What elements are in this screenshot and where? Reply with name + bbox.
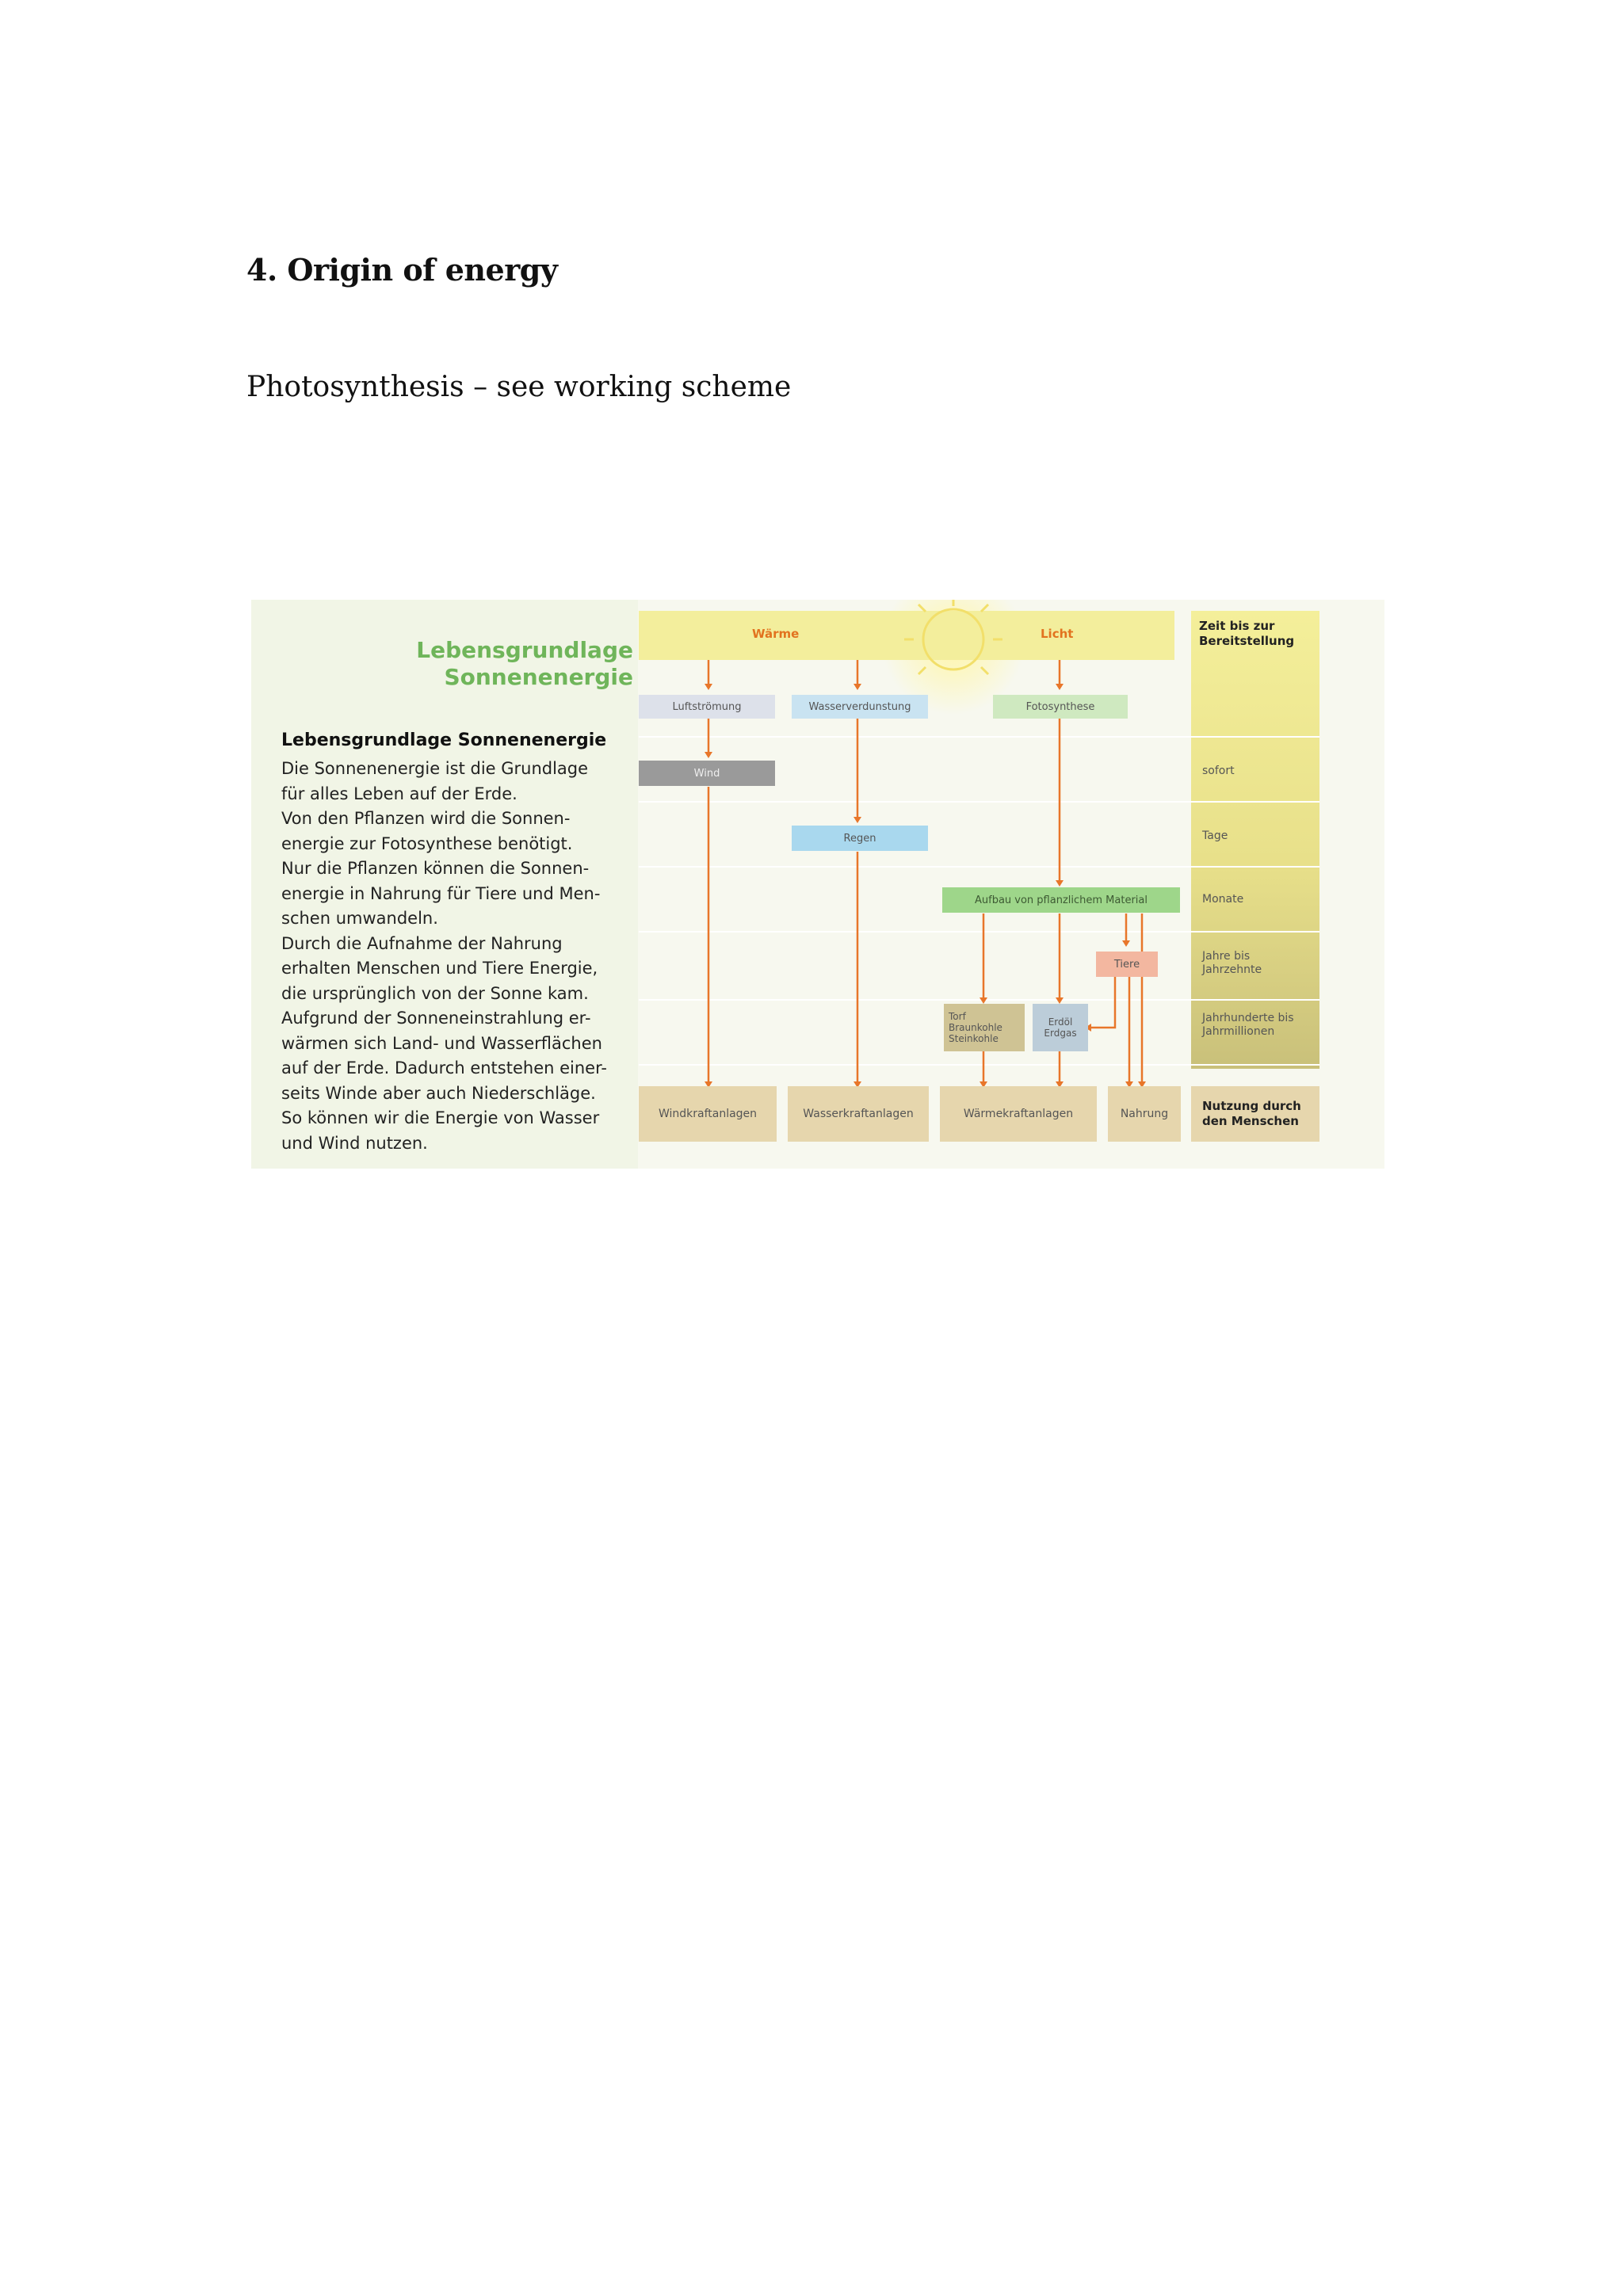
time-jahre: Jahre bis Jahrzehnte [1202, 950, 1262, 976]
box-tiere: Tiere [1096, 952, 1158, 977]
box-regen: Regen [792, 826, 928, 851]
text-line: seits Winde aber auch Niederschläge. [281, 1083, 596, 1103]
figure-text-body [281, 757, 607, 1156]
intro-text: Photosynthesis – see working scheme [246, 371, 792, 403]
box-wind: Wind [639, 761, 775, 786]
text-line: erhalten Menschen und Tiere Energie, [281, 959, 598, 978]
time-monate: Monate [1202, 893, 1244, 906]
text-line: energie in Nahrung für Tiere und Men- [281, 883, 601, 903]
box-fotosynthese: Fotosynthese [993, 695, 1128, 719]
text-line: und Wind nutzen. [281, 1133, 428, 1153]
figure-title-line1: Lebensgrundlage [416, 637, 633, 663]
text-line: auf der Erde. Dadurch entstehen einer- [281, 1058, 607, 1077]
box-erdoel-erdgas: Erdöl Erdgas [1033, 1004, 1088, 1051]
time-sofort: sofort [1202, 765, 1235, 777]
box-luftstroemung: Luftströmung [639, 695, 775, 719]
time-tage: Tage [1202, 830, 1228, 842]
page-heading: 4. Origin of energy [246, 252, 558, 288]
band-label-licht: Licht [1041, 627, 1074, 641]
text-line: Die Sonnenenergie ist die Grundlage [281, 759, 589, 778]
text-line: wärmen sich Land- und Wasserflächen [281, 1033, 602, 1053]
text-line: Von den Pflanzen wird die Sonnen- [281, 809, 571, 828]
box-aufbau: Aufbau von pflanzlichem Material [942, 887, 1180, 913]
time-column-header: Zeit bis zur Bereitstellung [1199, 619, 1295, 648]
figure-text-heading: Lebensgrundlage Sonnenenergie [281, 730, 607, 750]
use-windkraftanlagen: Windkraftanlagen [639, 1086, 777, 1142]
energy-diagram-figure [251, 600, 1384, 1169]
time-jahrhunderte: Jahrhunderte bis Jahrmillionen [1202, 1012, 1294, 1038]
use-wasserkraftanlagen: Wasserkraftanlagen [788, 1086, 929, 1142]
use-nahrung: Nahrung [1108, 1086, 1181, 1142]
text-line: die ursprünglich von der Sonne kam. [281, 983, 589, 1003]
text-line: So können wir die Energie von Wasser [281, 1108, 600, 1127]
text-line: Aufgrund der Sonneneinstrahlung er- [281, 1009, 591, 1028]
band-label-waerme: Wärme [752, 627, 800, 641]
text-line: Durch die Aufnahme der Nahrung [281, 933, 563, 953]
use-waermekraftanlagen: Wärmekraftanlagen [940, 1086, 1097, 1142]
use-nutzung-header: Nutzung durch den Menschen [1191, 1086, 1319, 1142]
text-line: energie zur Fotosynthese benötigt. [281, 833, 573, 853]
box-torf-kohle: Torf Braunkohle Steinkohle [944, 1004, 1025, 1051]
figure-title-line2: Sonnenenergie [444, 664, 633, 690]
text-line: schen umwandeln. [281, 909, 438, 928]
box-wasserverdunstung: Wasserverdunstung [792, 695, 928, 719]
text-line: Nur die Pflanzen können die Sonnen- [281, 859, 590, 878]
sun-band [639, 611, 1174, 660]
text-line: für alles Leben auf der Erde. [281, 784, 517, 803]
